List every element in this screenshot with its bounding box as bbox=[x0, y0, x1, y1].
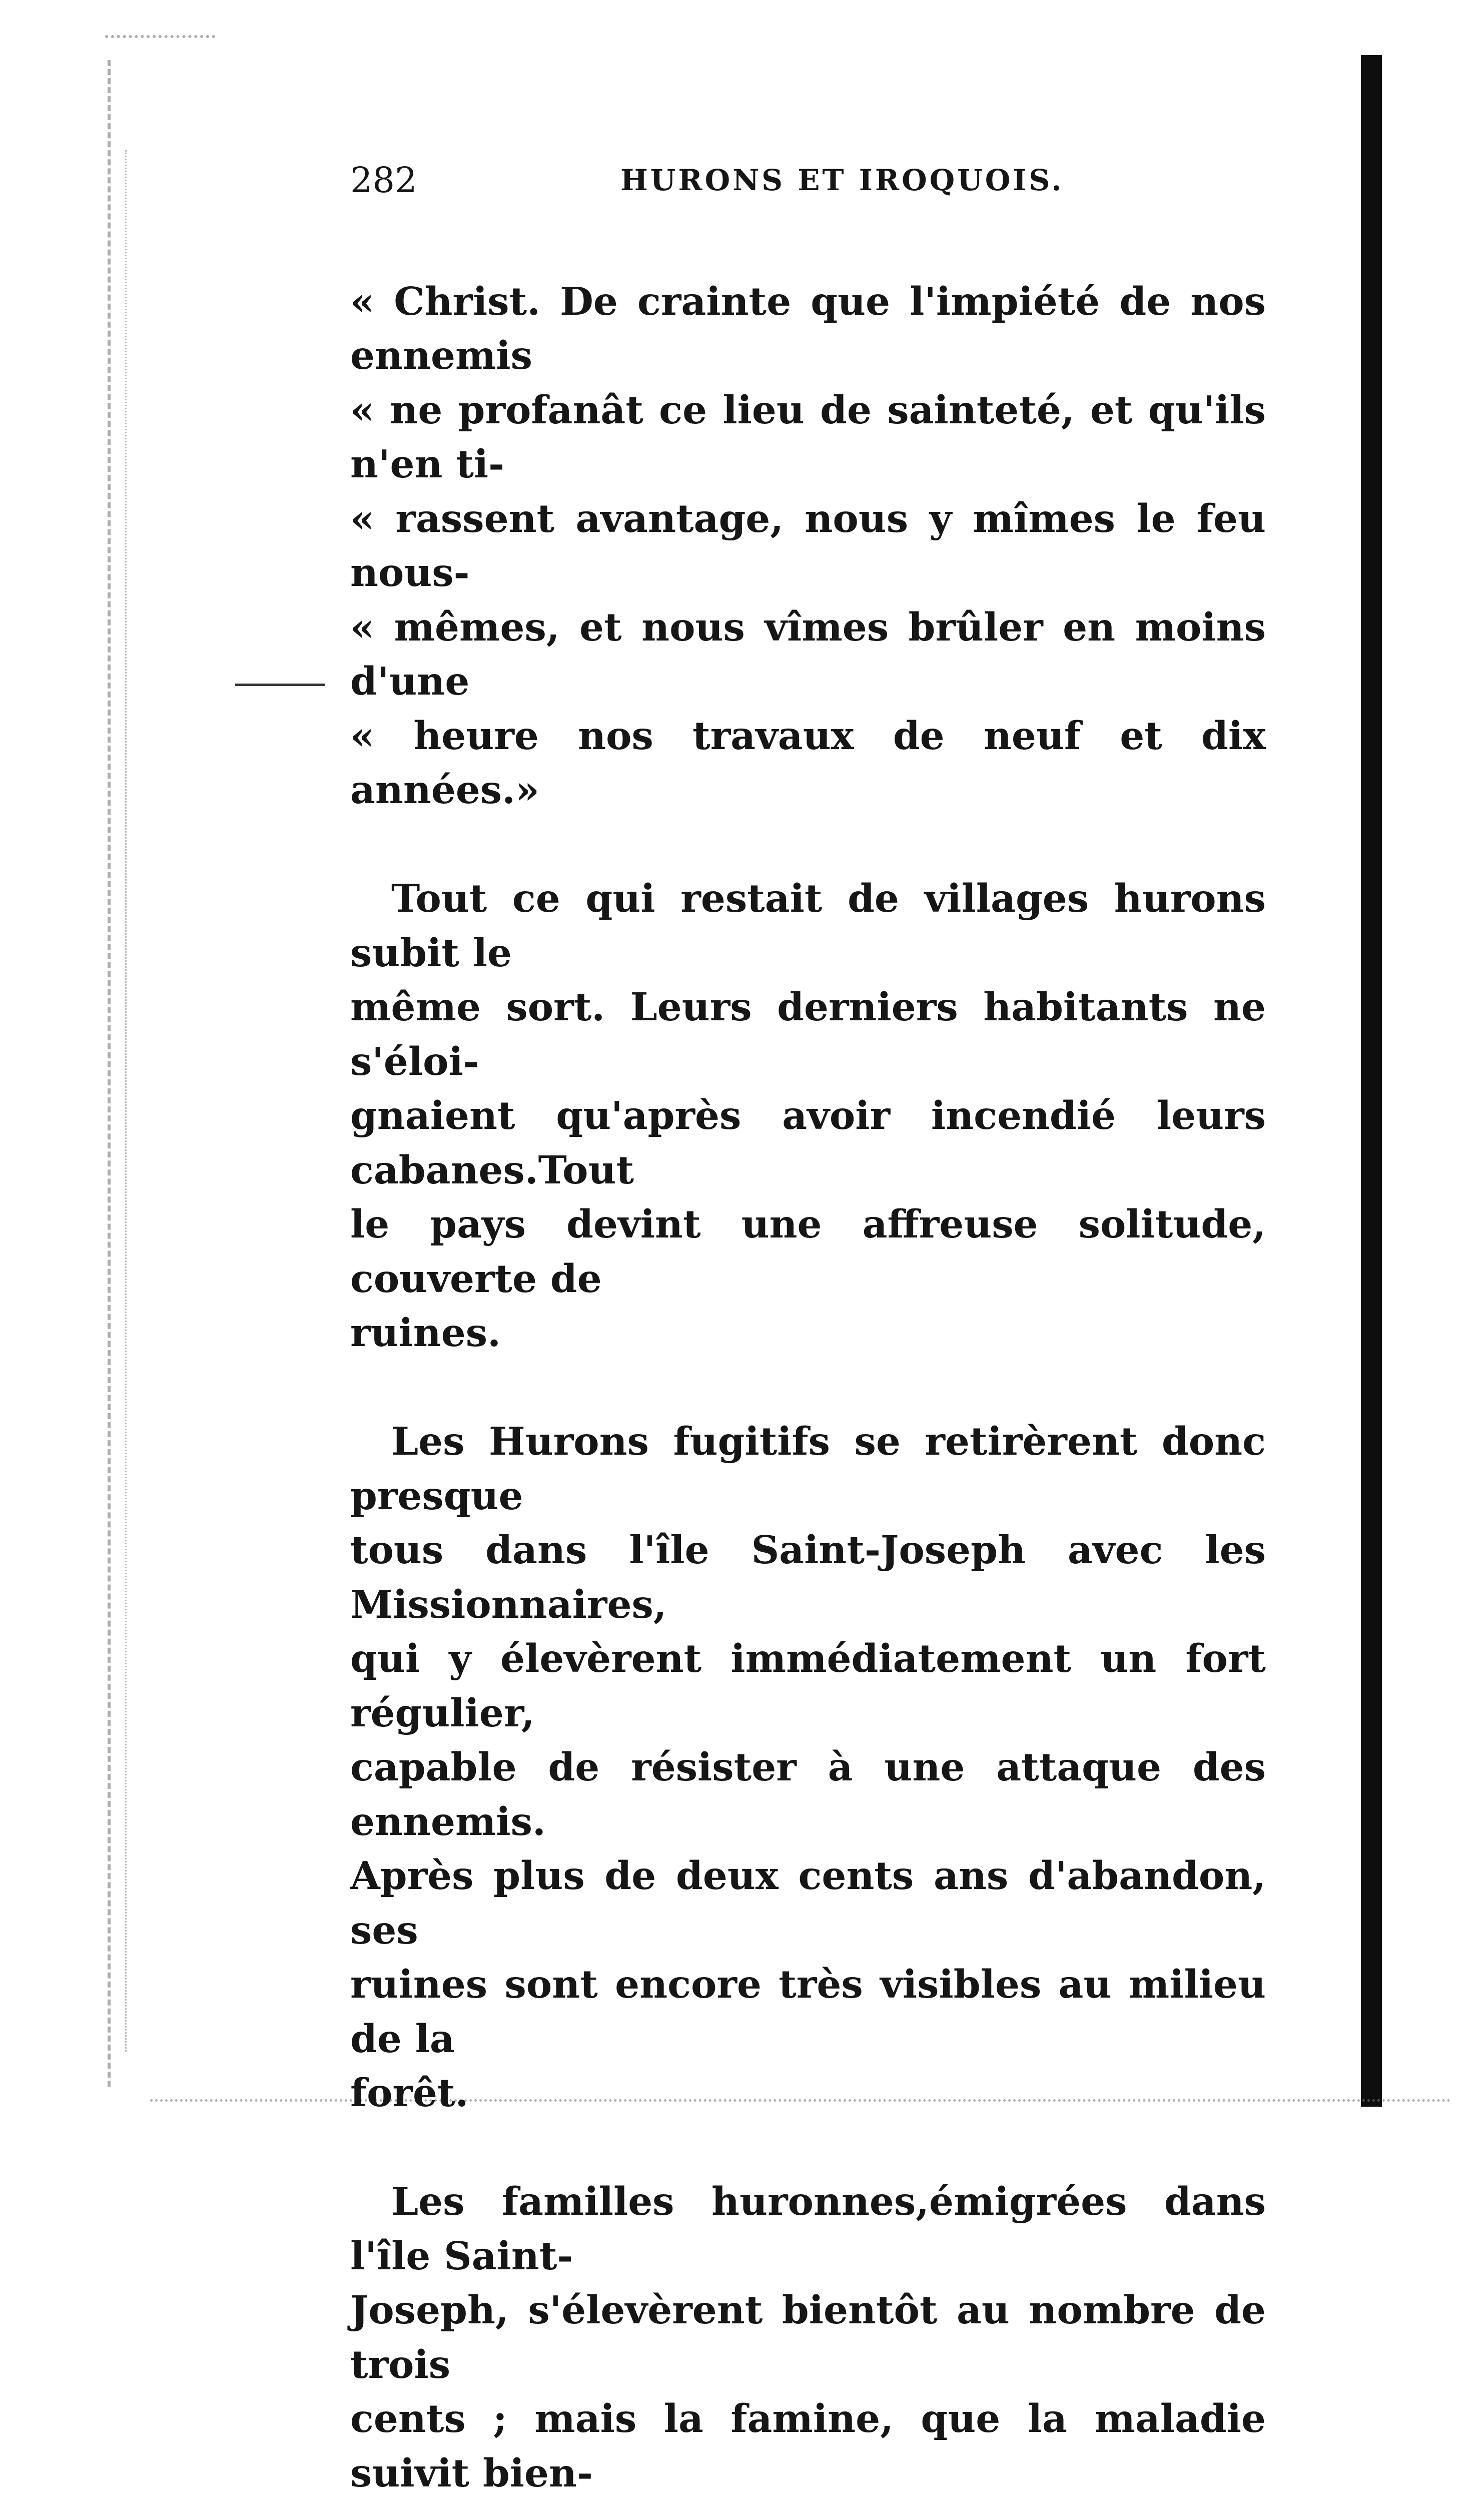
page-number: 282 bbox=[350, 160, 417, 201]
paragraph: Les familles huronnes,émigrées dans l'île Saint- Joseph, s'élevèrent bientôt au nombre de trois cents ; mais la famine, que la maladie suivit bien- bbox=[350, 2179, 1266, 2496]
margin-dash-mark bbox=[235, 684, 325, 686]
scan-gutter-speckle bbox=[125, 150, 142, 2052]
body-text bbox=[350, 220, 1266, 2502]
running-title: HURONS ET IROQUOIS. bbox=[620, 163, 1064, 197]
running-head bbox=[350, 153, 1331, 208]
paragraph-quote-continuation: « Christ. De crainte que l'impiété de nos ennemis « ne profanât ce lieu de sainteté, et qu'ils n'en ti- « rassent avantage, nous y mîmes le feu nous- « mêmes, et nous vîmes brûler en moins d'une « heure nos travaux de neuf et dix années.» bbox=[350, 279, 1266, 813]
scan-edge-bar bbox=[1361, 55, 1382, 2107]
paragraph: Les Hurons fugitifs se retirèrent donc presque tous dans l'île Saint-Joseph avec les Missionnaires, qui y élevèrent immédiatement un fort régulier, capable de résister à une attaque des ennemis. Après plus de deux cents ans d'abandon, ses ruines sont encore très visibles au milieu de la forêt. bbox=[350, 1419, 1266, 2116]
paragraph: Tout ce qui restait de villages hurons subit le même sort. Leurs derniers habitants ne s'éloi- gnaient qu'après avoir incendié leurs cabanes.Tout le pays devint une affreuse solitude, couverte de ruines. bbox=[350, 876, 1266, 1356]
